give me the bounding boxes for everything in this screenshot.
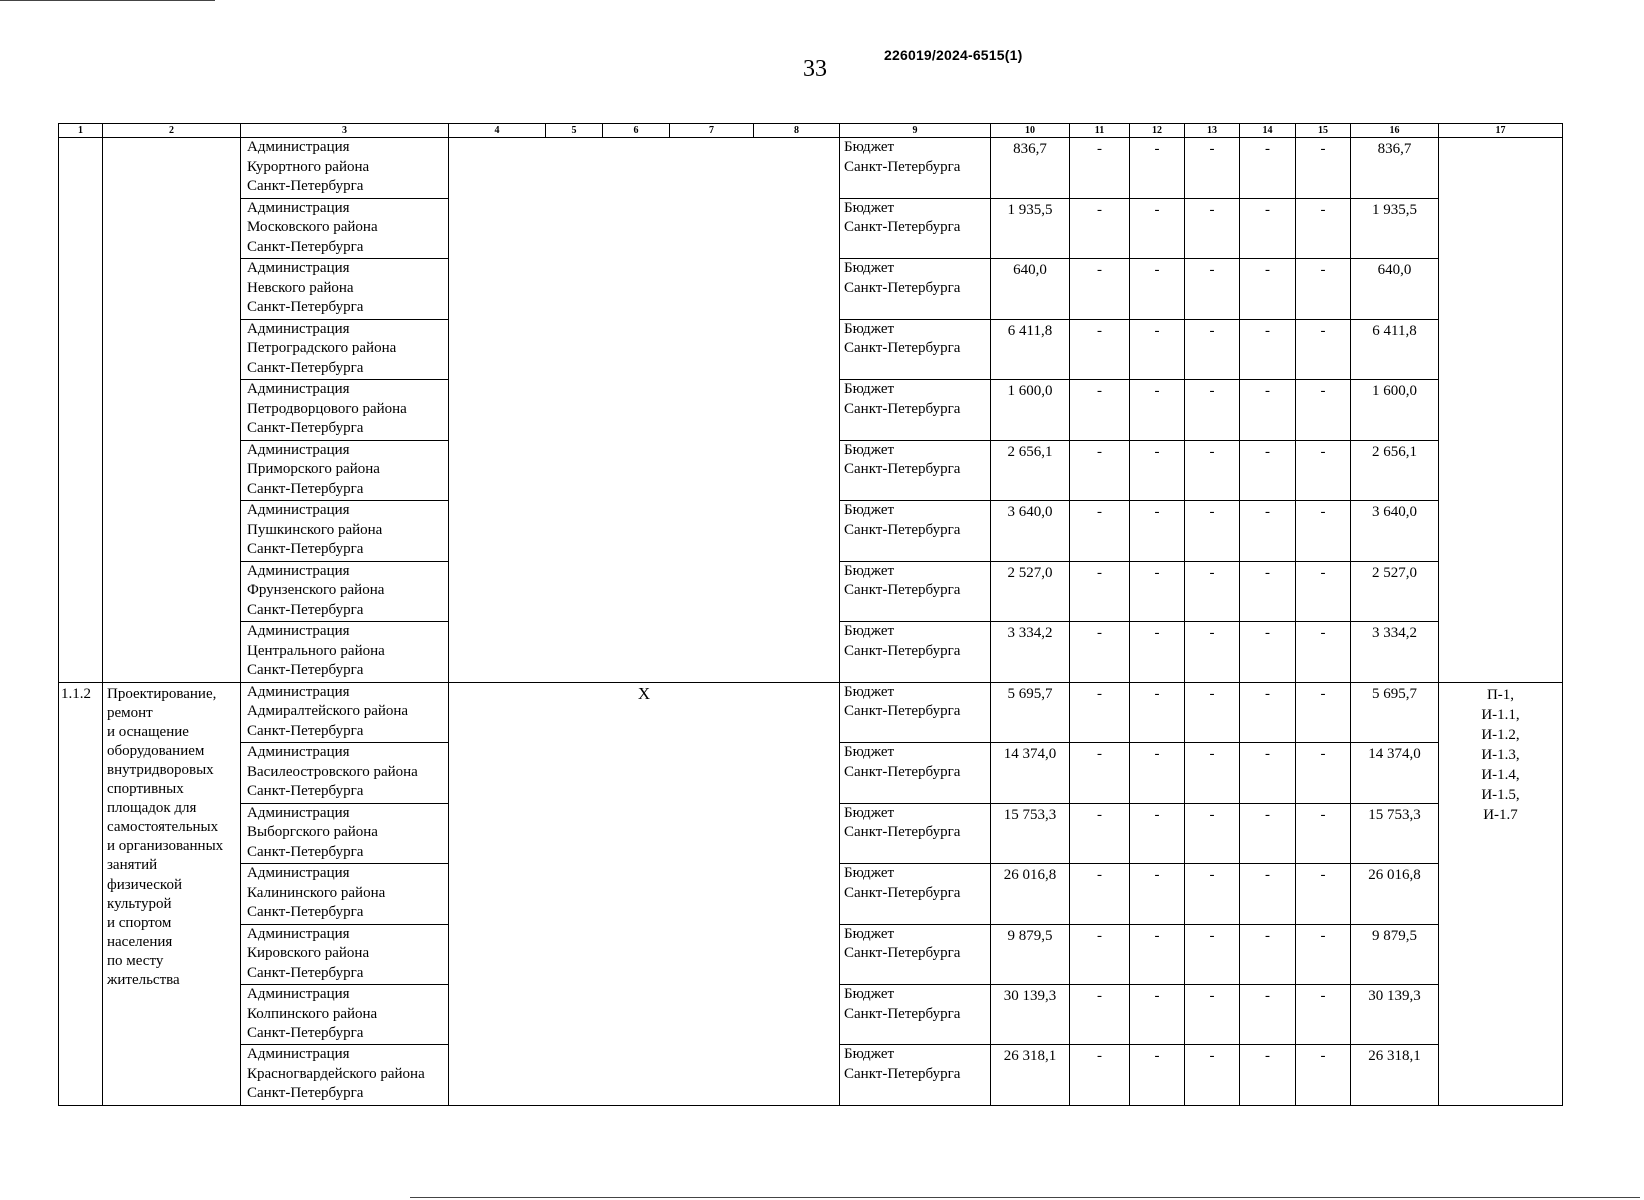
executor-line: Калининского района: [247, 884, 386, 901]
funding-source-cell: [840, 561, 991, 621]
executor-line: Колпинского района: [247, 1005, 378, 1022]
empty-year-cell: -: [1130, 682, 1185, 742]
empty-year-cell: -: [1185, 198, 1240, 258]
executor-cell: [241, 259, 449, 319]
amount-cell: 9 879,5: [991, 924, 1070, 984]
empty-year-cell: -: [1130, 380, 1185, 440]
measure-name-line: Проектирование,: [107, 685, 217, 702]
executor-line: Администрация: [247, 1046, 350, 1063]
total-cell: 30 139,3: [1351, 985, 1439, 1045]
indicator-line: И-1.1,: [1481, 706, 1520, 723]
empty-year-cell: -: [1070, 319, 1130, 379]
funding-source-cell: [840, 198, 991, 258]
indicator-line: П-1,: [1486, 686, 1515, 703]
measure-name-cell: [103, 682, 241, 1105]
empty-year-cell: -: [1070, 380, 1130, 440]
empty-year-cell: -: [1240, 259, 1296, 319]
total-cell: 26 318,1: [1351, 1045, 1439, 1106]
measure-name-line: внутридворовых: [107, 761, 214, 778]
measure-name-line: и спортом: [107, 914, 172, 931]
empty-year-cell: -: [1130, 198, 1185, 258]
total-cell: 14 374,0: [1351, 743, 1439, 803]
indicator-line: И-1.2,: [1481, 726, 1520, 743]
funding-source-cell: [840, 319, 991, 379]
funding-source-line: Бюджет: [844, 562, 895, 579]
document-id: 226019/2024-6515(1): [884, 47, 1023, 63]
funding-source-line: Санкт-Петербурга: [844, 1065, 961, 1082]
total-cell: 836,7: [1351, 138, 1439, 198]
executor-line: Курортного района: [247, 158, 370, 175]
funding-source-line: Санкт-Петербурга: [844, 642, 961, 659]
table-row: [59, 682, 1563, 742]
measure-name-line: и организованных: [107, 838, 224, 855]
funding-source-line: Бюджет: [844, 260, 895, 277]
empty-year-cell: -: [1240, 198, 1296, 258]
column-number: 13: [1185, 124, 1240, 138]
measure-name-line: самостоятельных: [107, 819, 219, 836]
executor-line: Администрация: [247, 925, 350, 942]
empty-year-cell: -: [1070, 864, 1130, 924]
executor-line: Санкт-Петербурга: [247, 904, 364, 921]
empty-year-cell: -: [1070, 1045, 1130, 1106]
executor-cell: [241, 440, 449, 500]
funding-source-cell: [840, 803, 991, 863]
empty-year-cell: -: [1070, 985, 1130, 1045]
empty-year-cell: -: [1070, 138, 1130, 198]
funding-source-line: Санкт-Петербурга: [844, 219, 961, 236]
empty-year-cell: -: [1130, 743, 1185, 803]
column-number: 1: [59, 124, 103, 138]
empty-year-cell: -: [1240, 501, 1296, 561]
empty-year-cell: -: [1240, 1045, 1296, 1106]
funding-source-line: Санкт-Петербурга: [844, 279, 961, 296]
measure-name-line: площадок для: [107, 800, 197, 817]
columns-4-8-cell: [449, 138, 840, 682]
column-number: 2: [103, 124, 241, 138]
funding-source-line: Санкт-Петербурга: [844, 340, 961, 357]
executor-line: Санкт-Петербурга: [247, 299, 364, 316]
empty-year-cell: -: [1070, 682, 1130, 742]
column-number: 11: [1070, 124, 1130, 138]
empty-year-cell: -: [1240, 743, 1296, 803]
executor-cell: [241, 138, 449, 198]
funding-source-cell: [840, 864, 991, 924]
funding-source-line: Санкт-Петербурга: [844, 824, 961, 841]
executor-line: Адмиралтейского района: [247, 703, 409, 720]
executor-line: Санкт-Петербурга: [247, 722, 364, 739]
empty-year-cell: -: [1130, 924, 1185, 984]
column-number: 5: [546, 124, 603, 138]
column-number: 12: [1130, 124, 1185, 138]
empty-year-cell: -: [1240, 682, 1296, 742]
executor-line: Администрация: [247, 804, 350, 821]
funding-source-line: Бюджет: [844, 925, 895, 942]
measure-name-line: ремонт: [107, 704, 153, 721]
empty-year-cell: -: [1185, 924, 1240, 984]
funding-source-cell: [840, 924, 991, 984]
empty-year-cell: -: [1240, 924, 1296, 984]
executor-line: Санкт-Петербурга: [247, 238, 364, 255]
empty-year-cell: -: [1185, 864, 1240, 924]
executor-line: Санкт-Петербурга: [247, 964, 364, 981]
executor-cell: [241, 561, 449, 621]
funding-source-line: Санкт-Петербурга: [844, 521, 961, 538]
total-cell: 15 753,3: [1351, 803, 1439, 863]
column-number: 8: [754, 124, 840, 138]
empty-year-cell: -: [1130, 138, 1185, 198]
funding-source-line: Бюджет: [844, 441, 895, 458]
empty-year-cell: -: [1296, 864, 1351, 924]
column-number: 10: [991, 124, 1070, 138]
funding-source-cell: [840, 622, 991, 682]
empty-year-cell: -: [1070, 198, 1130, 258]
empty-year-cell: -: [1185, 743, 1240, 803]
amount-cell: 1 600,0: [991, 380, 1070, 440]
executor-line: Фрунзенского района: [247, 582, 385, 599]
executor-line: Петродворцового района: [247, 400, 407, 417]
empty-year-cell: -: [1185, 259, 1240, 319]
executor-cell: [241, 198, 449, 258]
funding-source-line: Бюджет: [844, 986, 895, 1002]
amount-cell: 2 527,0: [991, 561, 1070, 621]
indicator-line: И-1.3,: [1481, 746, 1520, 763]
executor-line: Санкт-Петербурга: [247, 783, 364, 800]
scan-edge-mark: [0, 0, 215, 1]
measure-name-cell: [103, 138, 241, 682]
amount-cell: 26 016,8: [991, 864, 1070, 924]
column-number: 3: [241, 124, 449, 138]
executor-cell: [241, 743, 449, 803]
amount-cell: 26 318,1: [991, 1045, 1070, 1106]
executor-line: Администрация: [247, 441, 350, 458]
total-cell: 2 527,0: [1351, 561, 1439, 621]
executor-line: Администрация: [247, 683, 350, 700]
executor-line: Санкт-Петербурга: [247, 1085, 364, 1102]
executor-line: Администрация: [247, 139, 350, 156]
amount-cell: 640,0: [991, 259, 1070, 319]
executor-line: Красногвардейского района: [247, 1065, 425, 1082]
executor-line: Выборгского района: [247, 824, 378, 841]
empty-year-cell: -: [1070, 743, 1130, 803]
executor-cell: [241, 319, 449, 379]
empty-year-cell: -: [1185, 682, 1240, 742]
executor-cell: [241, 985, 449, 1045]
amount-cell: 14 374,0: [991, 743, 1070, 803]
empty-year-cell: -: [1296, 501, 1351, 561]
measure-name-line: населения: [107, 933, 173, 950]
executor-line: Московского района: [247, 219, 378, 236]
empty-year-cell: -: [1185, 440, 1240, 500]
amount-cell: 1 935,5: [991, 198, 1070, 258]
total-cell: 5 695,7: [1351, 682, 1439, 742]
empty-year-cell: -: [1130, 319, 1185, 379]
funding-source-line: Санкт-Петербурга: [844, 158, 961, 175]
amount-cell: 6 411,8: [991, 319, 1070, 379]
funding-source-line: Санкт-Петербурга: [844, 1005, 961, 1022]
executor-line: Санкт-Петербурга: [247, 480, 364, 497]
empty-year-cell: -: [1130, 561, 1185, 621]
executor-line: Санкт-Петербурга: [247, 1025, 364, 1041]
executor-line: Василеостровского района: [247, 763, 418, 780]
executor-line: Пушкинского района: [247, 521, 383, 538]
funding-source-cell: [840, 743, 991, 803]
empty-year-cell: -: [1296, 319, 1351, 379]
executor-line: Администрация: [247, 199, 350, 216]
funding-source-line: Санкт-Петербурга: [844, 945, 961, 962]
column-number: 6: [603, 124, 670, 138]
total-cell: 1 600,0: [1351, 380, 1439, 440]
executor-cell: [241, 622, 449, 682]
funding-source-line: Санкт-Петербурга: [844, 763, 961, 780]
executor-line: Санкт-Петербурга: [247, 359, 364, 376]
funding-source-line: Санкт-Петербурга: [844, 703, 961, 720]
measure-name-line: физической: [107, 876, 182, 893]
column-number: 14: [1240, 124, 1296, 138]
executor-cell: [241, 803, 449, 863]
empty-year-cell: -: [1130, 1045, 1185, 1106]
funding-source-line: Бюджет: [844, 683, 895, 700]
funding-source-line: Бюджет: [844, 744, 895, 761]
empty-year-cell: -: [1070, 440, 1130, 500]
measure-name-line: занятий: [107, 857, 158, 874]
measure-name-line: жительства: [107, 971, 180, 988]
empty-year-cell: -: [1185, 985, 1240, 1045]
empty-year-cell: -: [1296, 380, 1351, 440]
funding-source-cell: [840, 682, 991, 742]
empty-year-cell: -: [1296, 924, 1351, 984]
executor-line: Администрация: [247, 986, 350, 1002]
budget-table: [58, 123, 1563, 1106]
executor-line: Администрация: [247, 260, 350, 277]
item-number-cell: [59, 138, 103, 682]
empty-year-cell: -: [1240, 319, 1296, 379]
executor-line: Приморского района: [247, 461, 380, 478]
funding-source-line: Бюджет: [844, 381, 895, 398]
column-number-row: [59, 124, 1563, 138]
funding-source-line: Санкт-Петербурга: [844, 400, 961, 417]
funding-source-line: Бюджет: [844, 865, 895, 882]
executor-line: Кировского района: [247, 945, 370, 962]
executor-cell: [241, 924, 449, 984]
column-number: 15: [1296, 124, 1351, 138]
empty-year-cell: -: [1130, 985, 1185, 1045]
measure-name-line: и оснащение: [107, 723, 189, 740]
empty-year-cell: -: [1130, 259, 1185, 319]
executor-line: Санкт-Петербурга: [247, 420, 364, 437]
executor-line: Администрация: [247, 381, 350, 398]
empty-year-cell: -: [1240, 864, 1296, 924]
amount-cell: 30 139,3: [991, 985, 1070, 1045]
empty-year-cell: -: [1070, 803, 1130, 863]
column-number: 9: [840, 124, 991, 138]
empty-year-cell: -: [1185, 380, 1240, 440]
empty-year-cell: -: [1130, 501, 1185, 561]
total-cell: 6 411,8: [1351, 319, 1439, 379]
executor-line: Санкт-Петербурга: [247, 662, 364, 679]
empty-year-cell: -: [1240, 622, 1296, 682]
empty-year-cell: -: [1070, 259, 1130, 319]
empty-year-cell: -: [1185, 561, 1240, 621]
executor-line: Невского района: [247, 279, 354, 296]
executor-cell: [241, 682, 449, 742]
table-row: [59, 138, 1563, 198]
funding-source-line: Бюджет: [844, 320, 895, 337]
executor-line: Санкт-Петербурга: [247, 178, 364, 195]
funding-source-line: Санкт-Петербурга: [844, 582, 961, 599]
empty-year-cell: -: [1185, 138, 1240, 198]
total-cell: 2 656,1: [1351, 440, 1439, 500]
empty-year-cell: -: [1296, 985, 1351, 1045]
amount-cell: 3 334,2: [991, 622, 1070, 682]
empty-year-cell: -: [1185, 1045, 1240, 1106]
funding-source-cell: [840, 380, 991, 440]
empty-year-cell: -: [1130, 440, 1185, 500]
executor-line: Администрация: [247, 623, 350, 640]
funding-source-line: Бюджет: [844, 623, 895, 640]
executor-line: Санкт-Петербурга: [247, 541, 364, 558]
executor-line: Администрация: [247, 502, 350, 519]
scan-edge-mark: [410, 1197, 1640, 1198]
amount-cell: 836,7: [991, 138, 1070, 198]
item-number-cell: 1.1.2: [59, 682, 103, 1105]
empty-year-cell: -: [1296, 561, 1351, 621]
empty-year-cell: -: [1296, 682, 1351, 742]
column-number: 4: [449, 124, 546, 138]
funding-source-line: Бюджет: [844, 804, 895, 821]
total-cell: 3 640,0: [1351, 501, 1439, 561]
column-number: 7: [670, 124, 754, 138]
empty-year-cell: -: [1185, 803, 1240, 863]
executor-cell: [241, 864, 449, 924]
indicators-cell: [1439, 682, 1563, 1105]
executor-line: Администрация: [247, 744, 350, 761]
empty-year-cell: -: [1240, 380, 1296, 440]
indicators-cell: [1439, 138, 1563, 682]
empty-year-cell: -: [1130, 803, 1185, 863]
amount-cell: 2 656,1: [991, 440, 1070, 500]
executor-line: Администрация: [247, 320, 350, 337]
empty-year-cell: -: [1240, 561, 1296, 621]
indicator-line: И-1.7: [1483, 806, 1518, 823]
executor-line: Санкт-Петербурга: [247, 601, 364, 618]
empty-year-cell: -: [1240, 440, 1296, 500]
table-body: [59, 124, 1563, 1106]
empty-year-cell: -: [1296, 743, 1351, 803]
amount-cell: 5 695,7: [991, 682, 1070, 742]
funding-source-line: Бюджет: [844, 139, 895, 156]
executor-cell: [241, 1045, 449, 1106]
column-number: 17: [1439, 124, 1563, 138]
empty-year-cell: -: [1185, 622, 1240, 682]
executor-line: Петроградского района: [247, 340, 397, 357]
amount-cell: 3 640,0: [991, 501, 1070, 561]
executor-cell: [241, 380, 449, 440]
measure-name-line: культурой: [107, 895, 172, 912]
funding-source-line: Бюджет: [844, 502, 895, 519]
empty-year-cell: -: [1296, 198, 1351, 258]
measure-name-line: по месту: [107, 952, 164, 969]
empty-year-cell: -: [1070, 501, 1130, 561]
empty-year-cell: -: [1296, 1045, 1351, 1106]
measure-name-line: оборудованием: [107, 742, 205, 759]
empty-year-cell: -: [1296, 622, 1351, 682]
empty-year-cell: -: [1185, 319, 1240, 379]
empty-year-cell: -: [1130, 864, 1185, 924]
indicator-line: И-1.4,: [1481, 766, 1520, 783]
total-cell: 640,0: [1351, 259, 1439, 319]
columns-4-8-cell: X: [449, 682, 840, 1105]
empty-year-cell: -: [1240, 985, 1296, 1045]
empty-year-cell: -: [1296, 138, 1351, 198]
empty-year-cell: -: [1240, 803, 1296, 863]
funding-source-cell: [840, 259, 991, 319]
column-number: 16: [1351, 124, 1439, 138]
funding-source-cell: [840, 501, 991, 561]
page-number: 33: [803, 56, 827, 82]
amount-cell: 15 753,3: [991, 803, 1070, 863]
total-cell: 3 334,2: [1351, 622, 1439, 682]
empty-year-cell: -: [1296, 440, 1351, 500]
empty-year-cell: -: [1070, 561, 1130, 621]
indicator-line: И-1.5,: [1481, 786, 1520, 803]
empty-year-cell: -: [1130, 622, 1185, 682]
empty-year-cell: -: [1070, 924, 1130, 984]
empty-year-cell: -: [1185, 501, 1240, 561]
measure-name-line: спортивных: [107, 781, 184, 798]
empty-year-cell: -: [1070, 622, 1130, 682]
funding-source-line: Бюджет: [844, 1046, 895, 1063]
executor-cell: [241, 501, 449, 561]
executor-line: Санкт-Петербурга: [247, 843, 364, 860]
total-cell: 26 016,8: [1351, 864, 1439, 924]
funding-source-cell: [840, 1045, 991, 1106]
executor-line: Администрация: [247, 865, 350, 882]
funding-source-line: Бюджет: [844, 199, 895, 216]
funding-source-cell: [840, 138, 991, 198]
executor-line: Центрального района: [247, 642, 385, 659]
total-cell: 1 935,5: [1351, 198, 1439, 258]
executor-line: Администрация: [247, 562, 350, 579]
funding-source-line: Санкт-Петербурга: [844, 884, 961, 901]
empty-year-cell: -: [1296, 259, 1351, 319]
empty-year-cell: -: [1240, 138, 1296, 198]
funding-source-cell: [840, 985, 991, 1045]
funding-source-line: Санкт-Петербурга: [844, 461, 961, 478]
empty-year-cell: -: [1296, 803, 1351, 863]
funding-source-cell: [840, 440, 991, 500]
total-cell: 9 879,5: [1351, 924, 1439, 984]
